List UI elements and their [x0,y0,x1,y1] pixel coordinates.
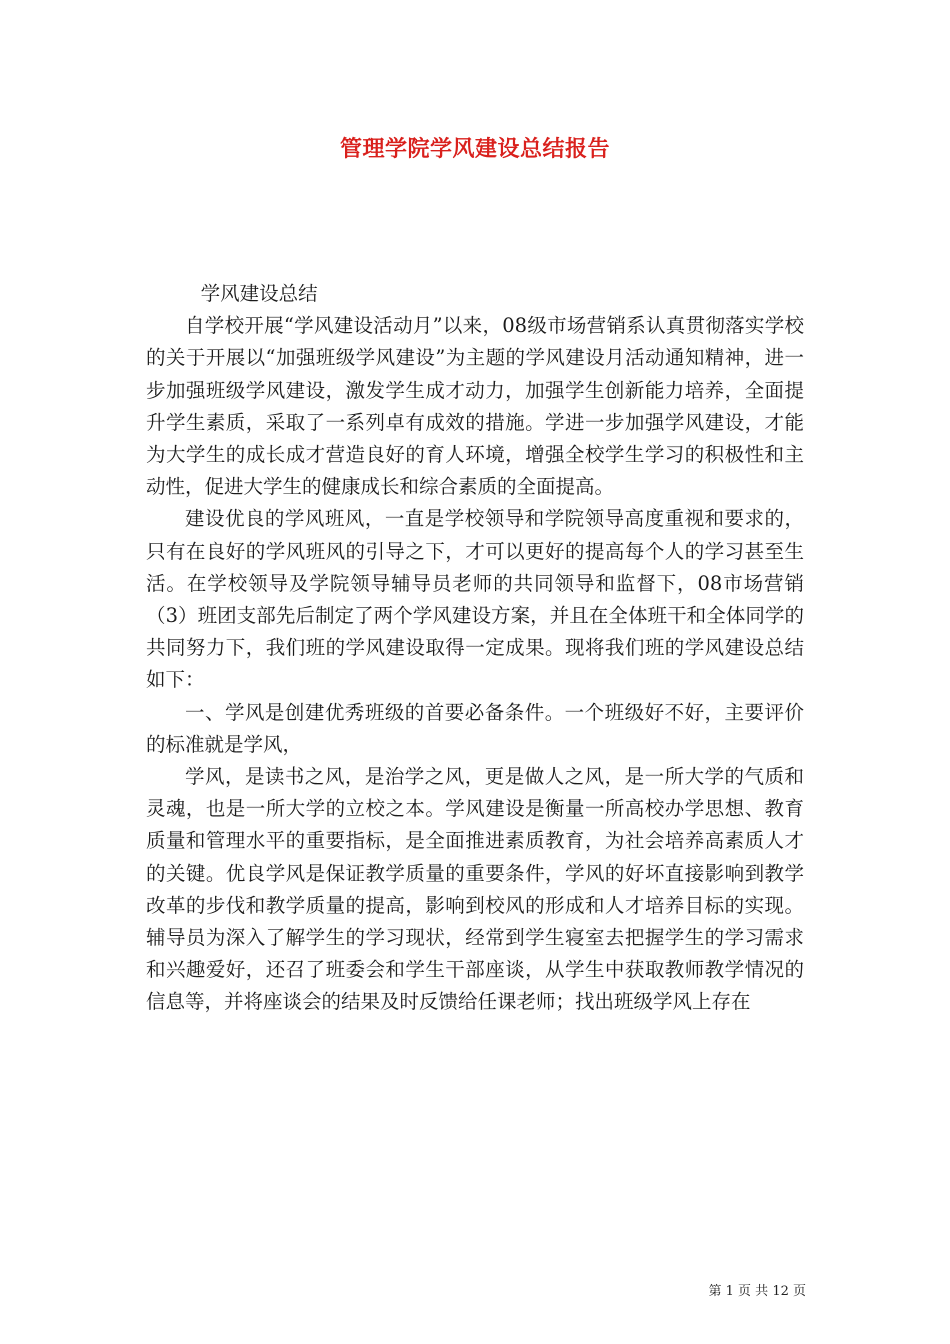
section-subheading: 学风建设总结 [200,282,318,305]
paragraph-1: 自学校开展“学风建设活动月”以来，08级市场营销系认真贯彻落实学校的关于开展以“加强班级学风建设”为主题的学风建设月活动通知精神，进一步加强班级学风建设，激发学生成才动力，加强学生创新能力培养，全面提升学生素质，采取了一系列卓有成效的措施。学进一步加强学风建设，才能为大学生的成长成才营造良好的育人环境，增强全校学生学习的积极性和主动性，促进大学生的健康成长和综合素质的全面提高。 [146,314,804,499]
document-body [146,278,804,1019]
paragraph-2: 建设优良的学风班风，一直是学校领导和学院领导高度重视和要求的，只有在良好的学风班风的引导之下，才可以更好的提高每个人的学习甚至生活。在学校领导及学院领导辅导员老师的共同领导和监督下，08市场营销（3）班团支部先后制定了两个学风建设方案，并且在全体班干和全体同学的共同努力下，我们班的学风建设取得一定成果。现将我们班的学风建设总结如下： [146,507,804,692]
document-title: 管理学院学风建设总结报告 [339,136,610,162]
paragraph-3: 一、学风是创建优秀班级的首要必备条件。一个班级好不好，主要评价的标准就是学风， [146,700,804,756]
page-number-footer: 第 1 页 共 12 页 [708,1284,806,1299]
paragraph-4: 学风，是读书之风，是治学之风，更是做人之风，是一所大学的气质和灵魂，也是一所大学的立校之本。学风建设是衡量一所高校办学思想、教育质量和管理水平的重要指标，是全面推进素质教育，为社会培养高素质人才的关键。优良学风是保证教学质量的重要条件，学风的好坏直接影响到教学改革的步伐和教学质量的提高，影响到校风的形成和人才培养目标的实现。辅导员为深入了解学生的学习现状，经常到学生寝室去把握学生的学习需求和兴趣爱好，还召了班委会和学生干部座谈，从学生中获取教师教学情况的信息等，并将座谈会的结果及时反馈给任课老师；找出班级学风上存在 [146,765,804,1014]
